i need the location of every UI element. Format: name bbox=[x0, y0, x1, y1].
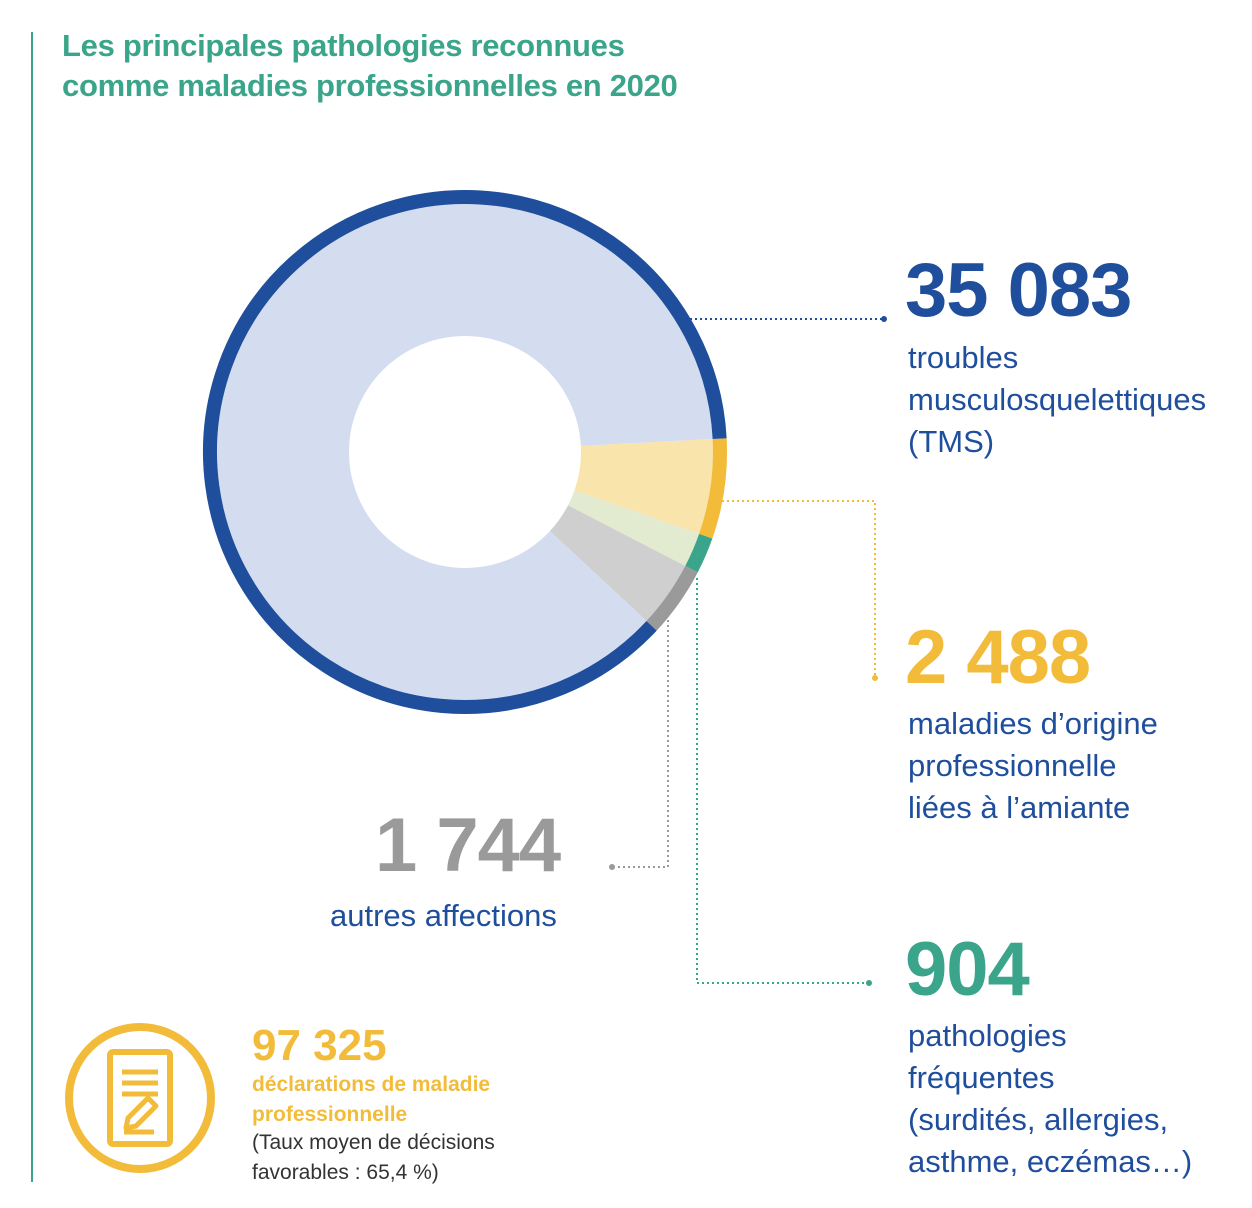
declarations-label-line: déclarations de maladie bbox=[252, 1073, 491, 1096]
frequentes-label-line: asthme, eczémas…) bbox=[908, 1144, 1193, 1179]
document-pencil-icon bbox=[64, 1022, 216, 1174]
tms-label-line: musculosquelettiques bbox=[908, 382, 1207, 417]
tms-label-line: (TMS) bbox=[908, 424, 995, 459]
chart-title-line-2: comme maladies professionnelles en 2020 bbox=[62, 68, 678, 103]
declarations-value: 97 325 bbox=[252, 1021, 387, 1070]
amiante-label-line: professionnelle bbox=[908, 748, 1117, 783]
chart-title-line-1: Les principales pathologies reconnues bbox=[62, 28, 625, 63]
declarations-label bbox=[252, 1070, 490, 1130]
amiante-label bbox=[908, 703, 1158, 829]
amiante-leader-dot bbox=[872, 675, 878, 681]
declarations-note bbox=[252, 1128, 495, 1188]
amiante-value: 2 488 bbox=[905, 615, 1091, 700]
declarations-note-line: favorables : 65,4 %) bbox=[252, 1161, 439, 1184]
amiante-leader bbox=[722, 501, 875, 678]
frequentes-label-line: (surdités, allergies, bbox=[908, 1102, 1169, 1137]
frequentes-label-line: pathologies bbox=[908, 1018, 1067, 1053]
frequentes-leader-dot bbox=[866, 980, 872, 986]
autres-label-line: autres affections bbox=[330, 898, 557, 933]
tms-label-line: troubles bbox=[908, 340, 1019, 375]
frequentes-leader bbox=[697, 578, 869, 983]
amiante-label-line: maladies d’origine bbox=[908, 706, 1158, 741]
frequentes-label-line: fréquentes bbox=[908, 1060, 1055, 1095]
frequentes-value: 904 bbox=[905, 927, 1029, 1012]
frequentes-label bbox=[908, 1015, 1192, 1183]
autres-value: 1 744 bbox=[375, 803, 561, 888]
tms-leader-dot bbox=[881, 316, 887, 322]
tms-value: 35 083 bbox=[905, 248, 1132, 333]
amiante-label-line: liées à l’amiante bbox=[908, 790, 1131, 825]
tms-label bbox=[908, 337, 1206, 463]
declarations-label-line: professionnelle bbox=[252, 1103, 408, 1126]
autres-label bbox=[330, 895, 557, 937]
declarations-note-line: (Taux moyen de décisions bbox=[252, 1131, 495, 1154]
autres-leader-dot bbox=[609, 864, 615, 870]
